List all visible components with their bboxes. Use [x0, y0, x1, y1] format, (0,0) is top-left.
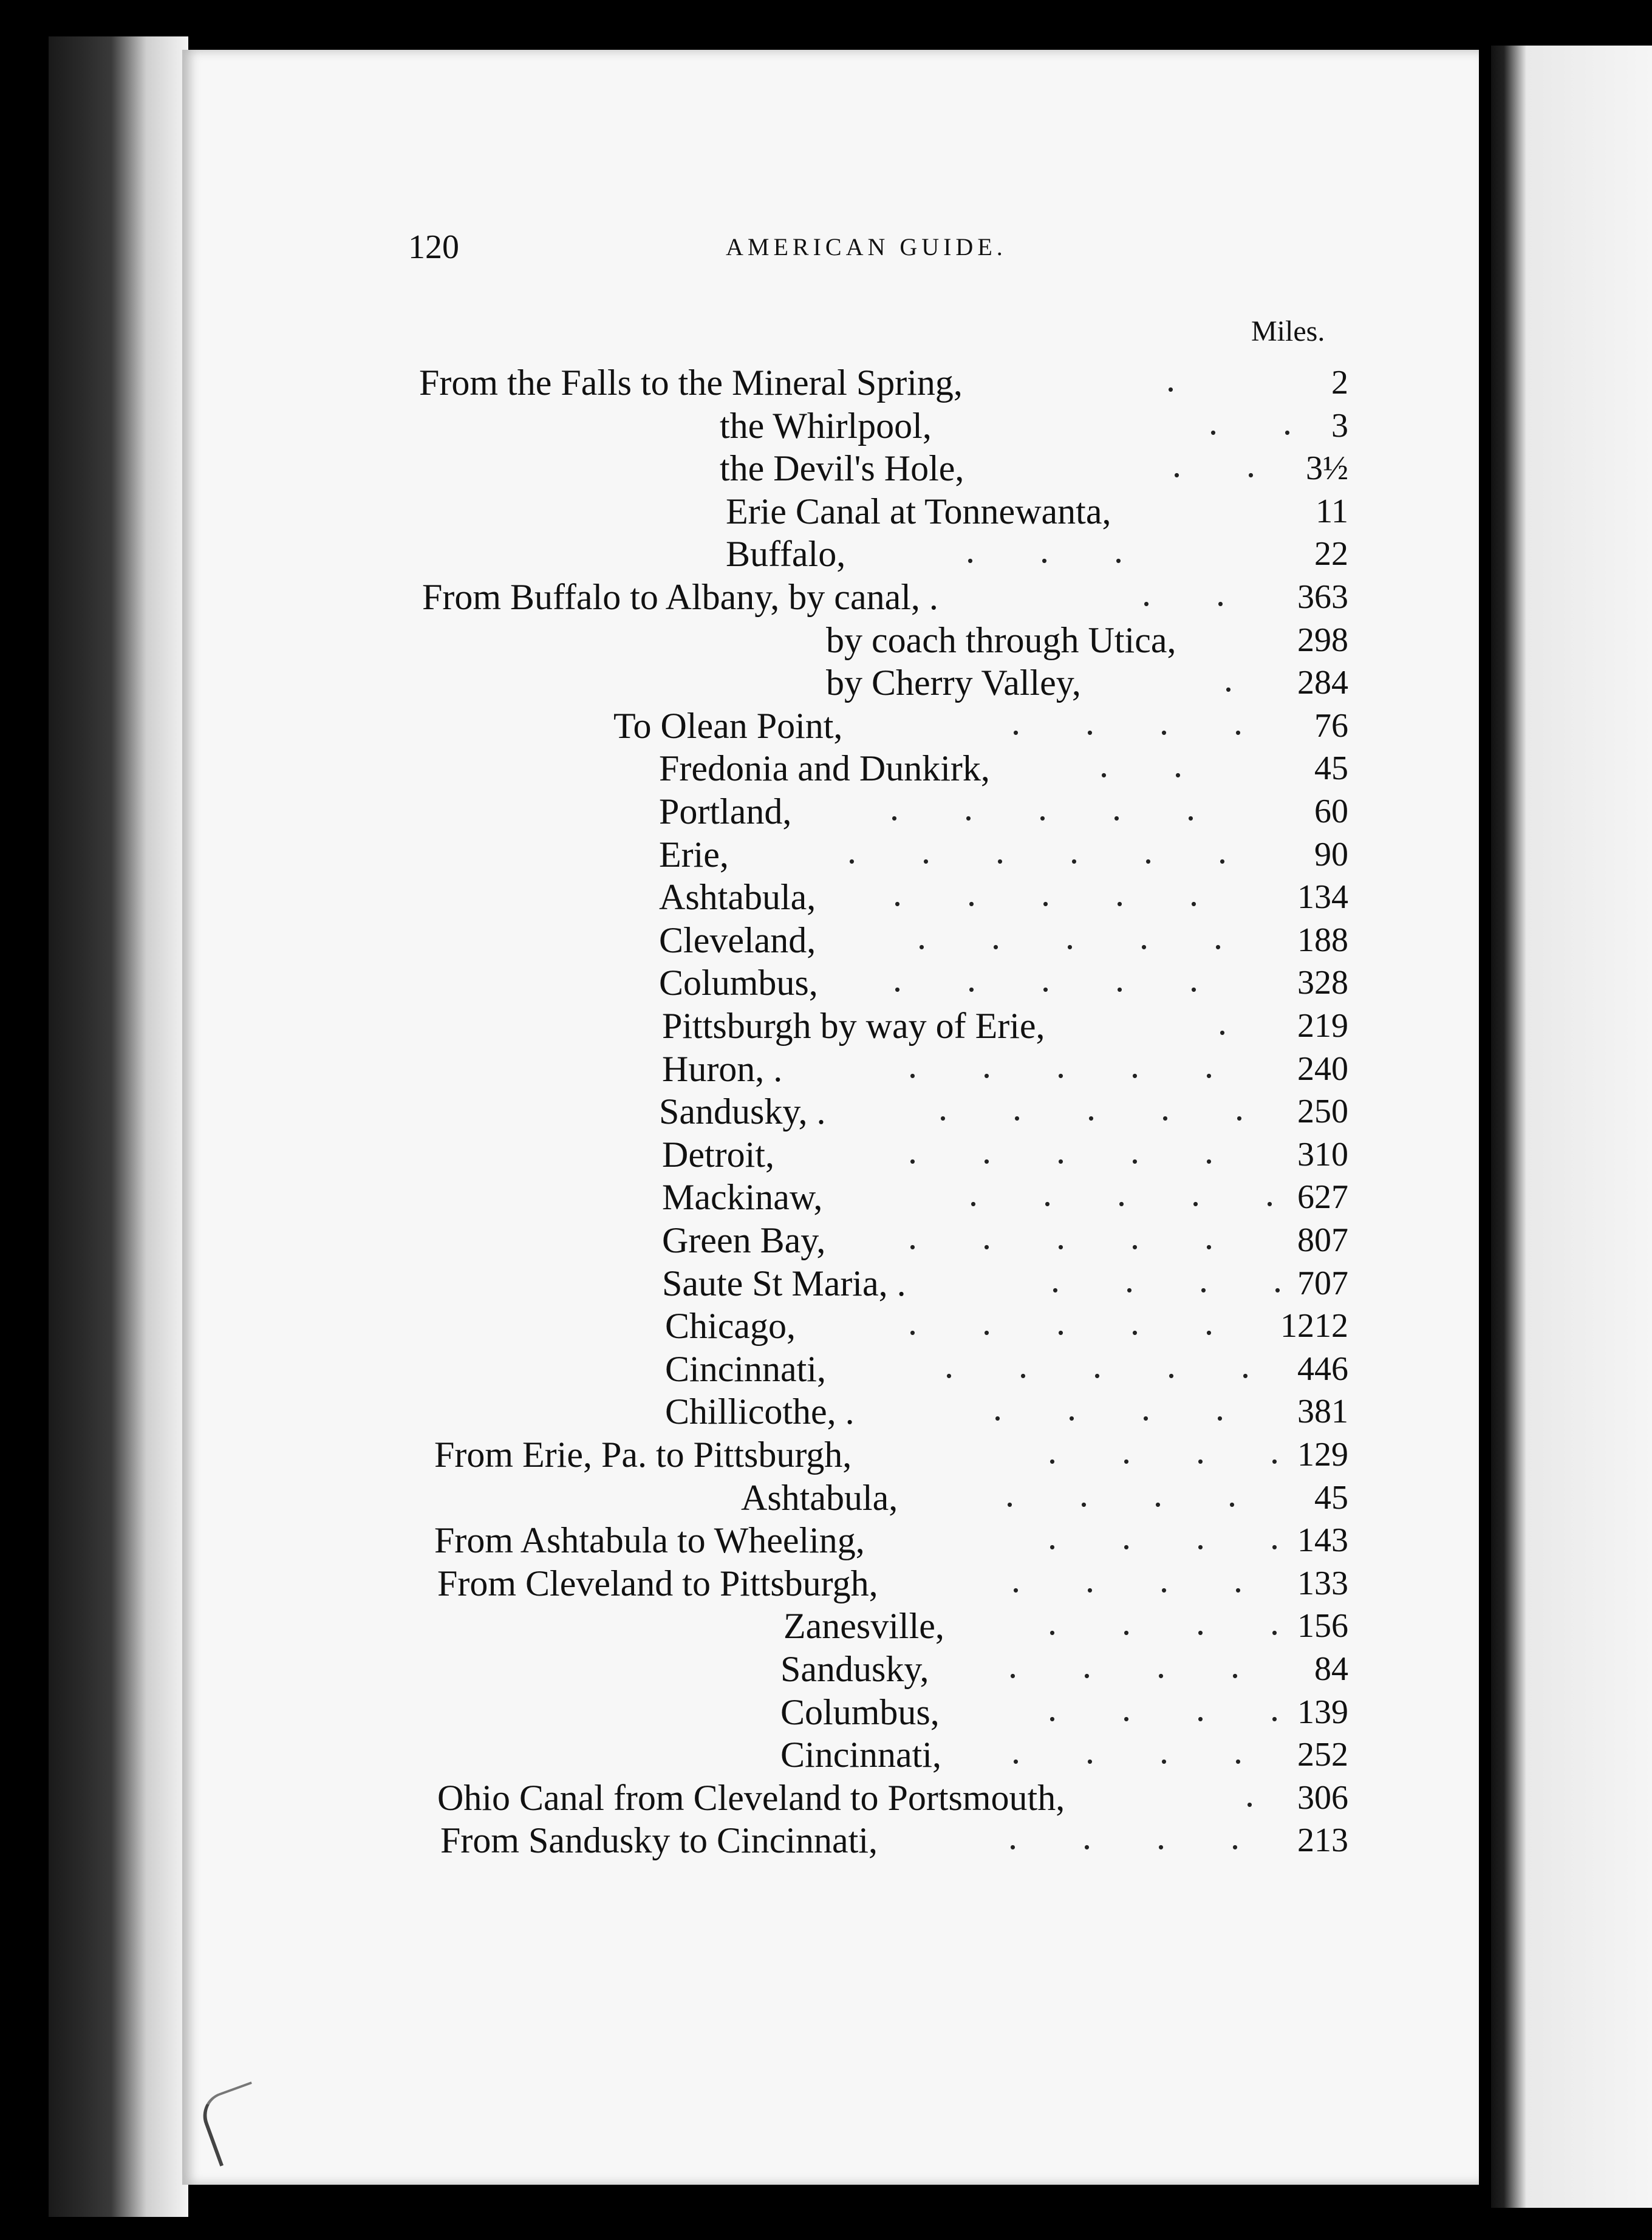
table-row: [0, 1390, 1652, 1433]
leader-dots: . . . .: [1008, 1645, 1268, 1685]
miles-value: 45: [1314, 750, 1348, 788]
table-row: [0, 530, 1652, 575]
place-label: Chillicothe, .: [665, 1391, 855, 1432]
table-row: [0, 702, 1652, 747]
place-label: Columbus,: [659, 963, 818, 1003]
place-label: Cincinnati,: [665, 1348, 826, 1389]
leader-dots: . . . .: [1048, 1517, 1307, 1557]
leader-dots: . . . . .: [917, 916, 1251, 957]
miles-value: 143: [1297, 1521, 1348, 1560]
leader-dots: .: [1218, 1002, 1255, 1042]
miles-value: 90: [1314, 835, 1348, 873]
table-row: [0, 1090, 1652, 1133]
place-label: From Buffalo to Albany, by canal, .: [422, 577, 938, 617]
place-label: From the Falls to the Mineral Spring,: [419, 363, 963, 403]
place-label: From Ashtabula to Wheeling,: [434, 1520, 865, 1561]
miles-value: 807: [1297, 1221, 1348, 1259]
place-label: the Whirlpool,: [720, 405, 932, 446]
miles-value: 707: [1297, 1264, 1348, 1302]
miles-value: 188: [1297, 921, 1348, 959]
leader-dots: . . . . .: [908, 1130, 1241, 1171]
leader-dots: . .: [1209, 401, 1320, 442]
miles-value: 328: [1297, 964, 1348, 1002]
miles-value: 2: [1331, 364, 1348, 401]
place-label: Fredonia and Dunkirk,: [659, 748, 990, 789]
table-row: [0, 1302, 1652, 1347]
leader-dots: . .: [1142, 573, 1253, 613]
table-row: [0, 1559, 1652, 1605]
place-label: To Olean Point,: [613, 705, 843, 746]
place-label: From Cleveland to Pittsburgh,: [437, 1563, 878, 1603]
table-row: [0, 661, 1652, 704]
miles-value: 219: [1297, 1007, 1348, 1045]
miles-value: 213: [1297, 1822, 1348, 1860]
place-label: Mackinaw,: [662, 1177, 823, 1218]
place-label: Zanesville,: [783, 1606, 944, 1647]
miles-value: 45: [1314, 1478, 1348, 1517]
table-row: [0, 830, 1652, 876]
miles-value: 446: [1297, 1350, 1348, 1388]
miles-value: 129: [1297, 1436, 1348, 1473]
leader-dots: . . . . .: [908, 1302, 1241, 1343]
place-label: the Devil's Hole,: [720, 448, 964, 489]
table-row: [0, 1774, 1652, 1819]
table-row: [0, 1819, 1652, 1862]
place-label: Chicago,: [665, 1306, 796, 1347]
miles-value: 627: [1297, 1178, 1348, 1217]
miles-value: 250: [1297, 1093, 1348, 1131]
leader-dots: . . . .: [1011, 1559, 1271, 1600]
leader-dots: .: [1245, 1774, 1282, 1814]
place-label: Cincinnati,: [780, 1735, 941, 1775]
place-label: Green Bay,: [662, 1220, 826, 1260]
place-label: Cleveland,: [659, 920, 816, 960]
table-row: [0, 1688, 1652, 1733]
table-row: [0, 1002, 1652, 1047]
miles-value: 133: [1297, 1564, 1348, 1602]
table-row: [0, 1219, 1652, 1262]
leader-dots: .: [1224, 659, 1261, 700]
place-label: From Erie, Pa. to Pittsburgh,: [434, 1435, 852, 1475]
place-label: Buffalo,: [726, 534, 846, 575]
leader-dots: . . . .: [1048, 1431, 1307, 1471]
table-row: [0, 747, 1652, 790]
leader-dots: . . . .: [1008, 1817, 1268, 1857]
table-row: [0, 1130, 1652, 1176]
table-row: [0, 1519, 1652, 1562]
leader-dots: .: [1166, 359, 1203, 399]
miles-value: 310: [1297, 1135, 1348, 1173]
page-header: [0, 228, 1652, 270]
page-number: 120: [408, 228, 459, 266]
place-label: Columbus,: [780, 1692, 940, 1732]
place-label: Huron, .: [662, 1048, 783, 1089]
leader-dots: . . . .: [1048, 1688, 1307, 1729]
miles-value: 139: [1297, 1693, 1348, 1731]
leader-dots: . . . . . .: [847, 830, 1255, 871]
miles-value: 284: [1297, 664, 1348, 702]
leader-dots: . . . . .: [908, 1045, 1241, 1085]
place-label: Erie Canal at Tonnewanta,: [726, 491, 1111, 531]
miles-value: 156: [1297, 1607, 1348, 1645]
miles-value: 298: [1297, 621, 1348, 659]
miles-value: 3½: [1306, 449, 1348, 488]
place-label: Saute St Maria, .: [662, 1263, 906, 1303]
leader-dots: . . . .: [993, 1388, 1252, 1429]
miles-value: 1212: [1280, 1307, 1348, 1345]
place-label: Detroit,: [662, 1134, 774, 1175]
miles-value: 84: [1314, 1650, 1348, 1688]
table-row: [0, 619, 1652, 661]
miles-column-header: Miles.: [1251, 315, 1325, 347]
leader-dots: . . . . .: [890, 788, 1223, 828]
place-label: Erie,: [659, 834, 729, 875]
miles-value: 3: [1331, 406, 1348, 445]
table-row: [0, 1045, 1652, 1090]
table-row: [0, 1733, 1652, 1776]
leader-dots: . . . . .: [893, 873, 1226, 914]
leader-dots: . .: [1172, 445, 1283, 485]
leader-dots: . . . .: [1011, 1731, 1271, 1772]
table-row: [0, 961, 1652, 1004]
miles-value: 134: [1297, 878, 1348, 917]
miles-value: 363: [1297, 578, 1348, 616]
table-row: [0, 1259, 1652, 1305]
miles-value: 76: [1314, 706, 1348, 745]
place-label: by coach through Utica,: [826, 620, 1176, 660]
leader-dots: . . . .: [1011, 702, 1271, 742]
table-row: [0, 1645, 1652, 1690]
table-row: [0, 916, 1652, 961]
miles-value: 22: [1314, 535, 1348, 573]
place-label: Ohio Canal from Cleveland to Portsmouth,: [437, 1777, 1065, 1818]
table-row: [0, 573, 1652, 618]
table-row: [0, 1433, 1652, 1476]
table-row: [0, 790, 1652, 833]
leader-dots: . . . .: [1005, 1473, 1265, 1514]
place-label: Pittsburgh by way of Erie,: [662, 1006, 1045, 1046]
running-title: AMERICAN GUIDE.: [726, 233, 1007, 261]
table-row: [0, 401, 1652, 447]
miles-value: 306: [1297, 1778, 1348, 1817]
miles-value: 11: [1316, 492, 1348, 530]
miles-value: 252: [1297, 1736, 1348, 1774]
table-row: [0, 1345, 1652, 1390]
place-label: Sandusky, .: [659, 1091, 826, 1132]
leader-dots: . . . . .: [893, 959, 1226, 1000]
miles-value: 60: [1314, 793, 1348, 830]
leader-dots: . .: [1099, 745, 1210, 785]
miles-value: 240: [1297, 1050, 1348, 1088]
leader-dots: . . . .: [1048, 1602, 1307, 1643]
place-label: Ashtabula,: [659, 877, 816, 918]
table-row: [0, 447, 1652, 490]
place-label: Ashtabula,: [741, 1477, 898, 1518]
place-label: From Sandusky to Cincinnati,: [440, 1820, 878, 1861]
leader-dots: . . . . .: [969, 1173, 1302, 1214]
leader-dots: . . . . .: [944, 1345, 1278, 1385]
leader-dots: . . . . .: [938, 1088, 1272, 1129]
place-label: by Cherry Valley,: [826, 663, 1081, 703]
table-row: [0, 1173, 1652, 1218]
leader-dots: . . .: [966, 530, 1151, 571]
place-label: Portland,: [659, 791, 792, 831]
leader-dots: . . . .: [1051, 1259, 1310, 1300]
miles-value: 381: [1297, 1393, 1348, 1431]
table-row: [0, 873, 1652, 918]
table-row: [0, 1602, 1652, 1647]
leader-dots: . . . . .: [908, 1217, 1241, 1257]
table-row: [0, 490, 1652, 533]
table-row: [0, 1473, 1652, 1519]
table-row: [0, 361, 1652, 404]
place-label: Sandusky,: [780, 1649, 929, 1689]
